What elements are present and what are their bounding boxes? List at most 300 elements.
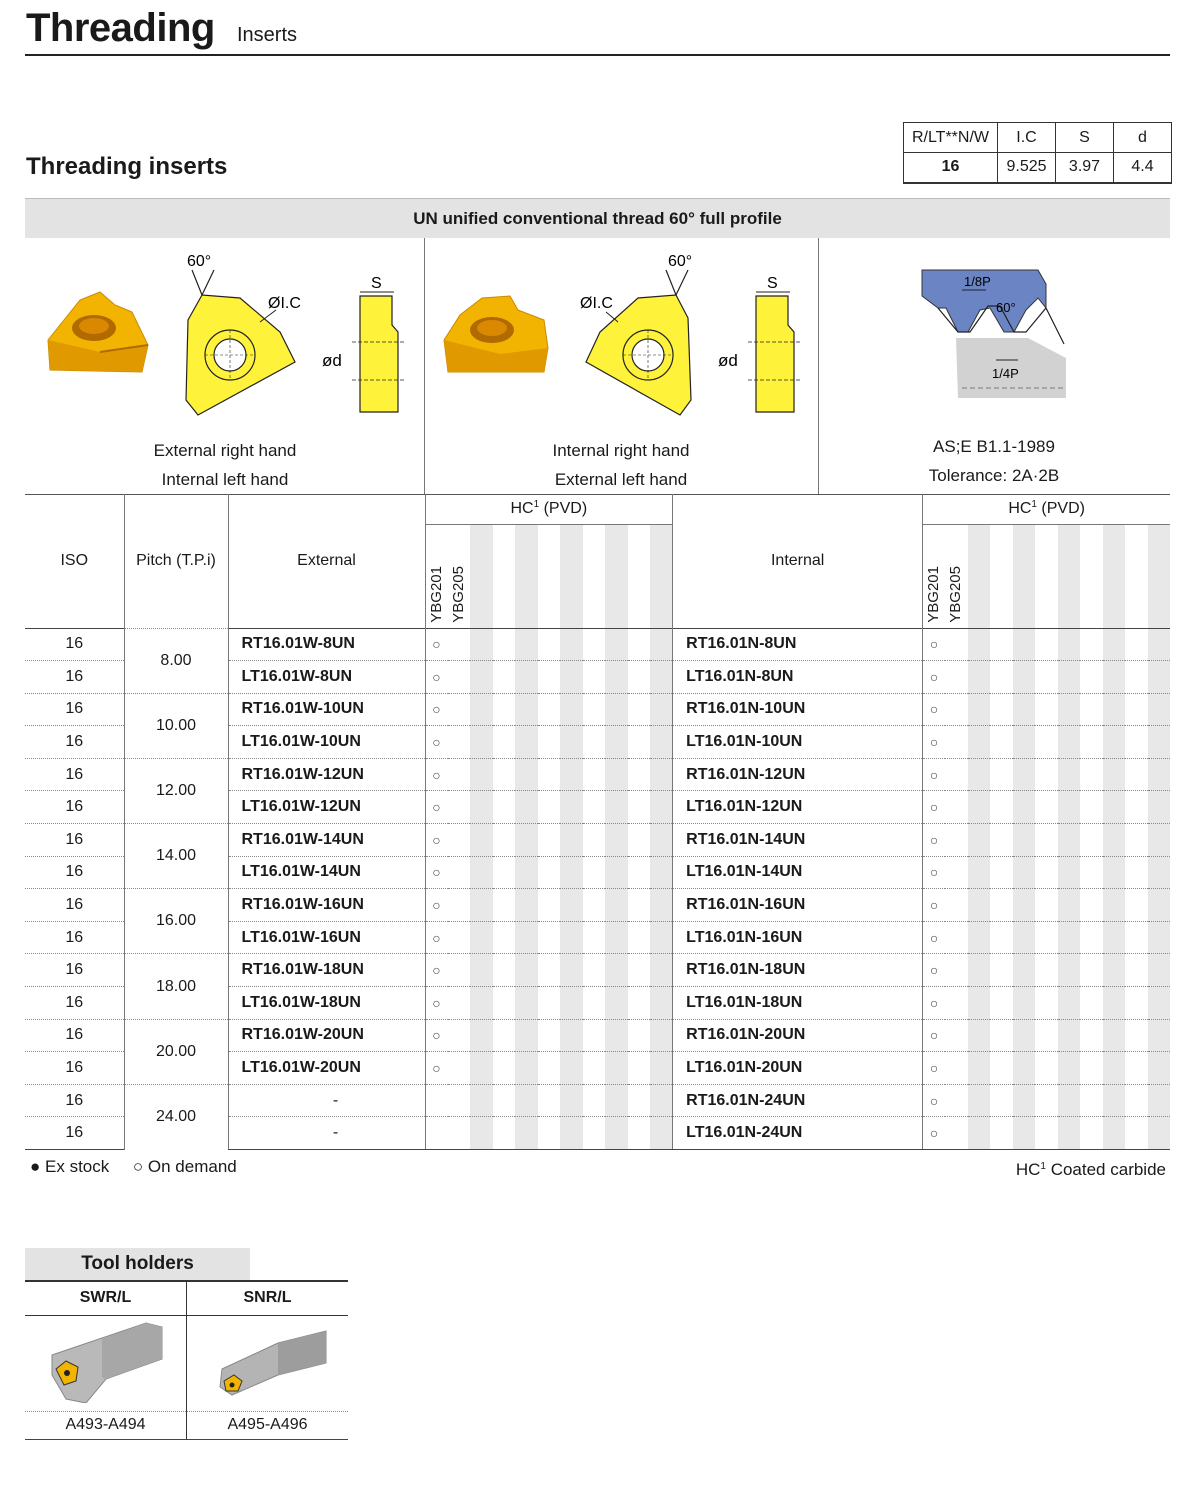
internal-grade-cell: [968, 758, 991, 791]
internal-grade-cell: [990, 824, 1013, 857]
internal-grade-cell: [1013, 1084, 1036, 1117]
external-grade-cell: [470, 954, 493, 987]
external-grade-cell: [628, 856, 651, 889]
internal-grade-cell: [968, 856, 991, 889]
internal-grade-cell: [945, 1117, 968, 1150]
external-grade-cell: [425, 726, 448, 759]
internal-grade-cell: [1058, 1019, 1081, 1052]
grade-column-header: [1058, 524, 1081, 628]
external-grade-cell: [583, 628, 606, 661]
hc-note: [1016, 1156, 1166, 1181]
external-grade-cell: [628, 824, 651, 857]
internal-code-cell: LT16.01N-10UN: [673, 726, 923, 759]
on-demand-icon: ○: [432, 636, 441, 653]
on-demand-label: On demand: [147, 1157, 237, 1176]
external-grade-cell: [560, 889, 583, 922]
external-grade-cell: [605, 889, 628, 922]
iso-cell: 16: [25, 987, 124, 1020]
grade-column-header: [470, 524, 493, 628]
grade-column-header: [945, 524, 968, 628]
external-grade-cell: [650, 628, 673, 661]
external-grade-cell: [560, 856, 583, 889]
internal-grade-cell: [923, 1117, 946, 1150]
internal-code-cell: LT16.01N-12UN: [673, 791, 923, 824]
internal-code-cell: LT16.01N-14UN: [673, 856, 923, 889]
external-grade-cell: [560, 1052, 583, 1085]
internal-grade-cell: [1058, 824, 1081, 857]
internal-grade-cell: [1080, 824, 1103, 857]
internal-grade-cell: [968, 628, 991, 661]
internal-grade-cell: [1103, 824, 1126, 857]
page-subtitle: Inserts: [237, 24, 298, 46]
angle-label: 60°: [668, 253, 693, 270]
internal-code-cell: RT16.01N-18UN: [673, 954, 923, 987]
external-grade-cell: [583, 661, 606, 694]
tool-holders-title: Tool holders: [25, 1248, 250, 1280]
on-demand-icon: ○: [432, 831, 441, 848]
internal-code-cell: LT16.01N-18UN: [673, 987, 923, 1020]
pitch-cell: 20.00: [124, 1019, 228, 1084]
external-grade-cell: [560, 693, 583, 726]
on-demand-icon: ○: [929, 1092, 939, 1109]
table-row: [25, 1019, 1170, 1052]
grade-column-header: [493, 524, 516, 628]
dim-header-ic: I.C: [998, 123, 1056, 153]
external-grade-cell: [583, 693, 606, 726]
internal-grade-cell: [923, 726, 946, 759]
s-label: S: [767, 275, 778, 292]
internal-code-cell: RT16.01N-12UN: [673, 758, 923, 791]
external-grade-cell: [605, 1084, 628, 1117]
internal-grade-cell: [1058, 889, 1081, 922]
internal-grade-cell: [923, 824, 946, 857]
col-external-header: External: [228, 494, 425, 628]
external-grade-cell: [628, 1052, 651, 1085]
internal-grade-cell: [968, 921, 991, 954]
external-grade-cell: [538, 856, 561, 889]
external-grade-cell: [583, 824, 606, 857]
holder-image-snr: [187, 1315, 349, 1411]
external-grade-cell: [448, 889, 471, 922]
internal-grade-cell: [1080, 856, 1103, 889]
internal-grade-cell: [990, 791, 1013, 824]
external-grade-cell: [583, 889, 606, 922]
internal-grade-cell: [1058, 726, 1081, 759]
external-code-cell: RT16.01W-14UN: [228, 824, 425, 857]
internal-grade-cell: [1035, 628, 1058, 661]
external-grade-cell: [650, 661, 673, 694]
iso-cell: 16: [25, 954, 124, 987]
internal-grade-cell: [1148, 628, 1171, 661]
internal-grade-cell: [990, 693, 1013, 726]
external-grade-cell: [493, 661, 516, 694]
external-grade-cell: [628, 987, 651, 1020]
hc-suffix: (PVD): [539, 500, 588, 518]
internal-grade-cell: [945, 856, 968, 889]
internal-grade-cell: [1080, 758, 1103, 791]
internal-insert-drawing: [576, 250, 701, 420]
on-demand-icon: ○: [929, 864, 939, 881]
grade-column-header: [1035, 524, 1058, 628]
internal-grade-cell: [1148, 856, 1171, 889]
external-grade-cell: [650, 921, 673, 954]
internal-grade-cell: [1035, 856, 1058, 889]
external-grade-cell: [470, 628, 493, 661]
internal-grade-cell: [968, 661, 991, 694]
on-demand-icon: ○: [432, 734, 441, 751]
internal-grade-cell: [945, 1084, 968, 1117]
on-demand-icon: ○: [432, 1060, 441, 1077]
grade-column-header: [650, 524, 673, 628]
external-grade-cell: [650, 758, 673, 791]
internal-grade-cell: [1148, 1052, 1171, 1085]
internal-grade-cell: [968, 824, 991, 857]
external-grade-cell: [470, 661, 493, 694]
internal-grade-cell: [945, 726, 968, 759]
external-grade-cell: [605, 987, 628, 1020]
internal-grade-cell: [945, 824, 968, 857]
iso-cell: 16: [25, 921, 124, 954]
internal-grade-cell: [968, 791, 991, 824]
internal-code-cell: RT16.01N-8UN: [673, 628, 923, 661]
internal-grade-cell: [945, 758, 968, 791]
internal-code-cell: RT16.01N-20UN: [673, 1019, 923, 1052]
internal-grade-cell: [1125, 726, 1148, 759]
internal-grade-cell: [1148, 1084, 1171, 1117]
external-grade-cell: [470, 889, 493, 922]
external-grade-cell: [493, 856, 516, 889]
thread-profile-banner: UN unified conventional thread 60° full profile: [25, 198, 1170, 238]
quarter-pitch-label: 1/4P: [992, 366, 1019, 381]
internal-grade-cell: [1035, 1019, 1058, 1052]
internal-grade-cell: [1080, 693, 1103, 726]
external-grade-cell: [493, 791, 516, 824]
external-grade-cell: [538, 758, 561, 791]
iso-cell: 16: [25, 824, 124, 857]
pitch-cell: 14.00: [124, 824, 228, 889]
external-grade-cell: [605, 1052, 628, 1085]
internal-grade-cell: [1035, 791, 1058, 824]
internal-code-cell: RT16.01N-14UN: [673, 824, 923, 857]
internal-grade-cell: [1013, 726, 1036, 759]
internal-grade-cell: [1103, 987, 1126, 1020]
external-grade-cell: [470, 791, 493, 824]
internal-grade-cell: [968, 1084, 991, 1117]
grade-column-header: [448, 524, 471, 628]
angle-label: 60°: [996, 300, 1016, 315]
on-demand-icon: ○: [432, 766, 441, 783]
external-grade-cell: [628, 1019, 651, 1052]
internal-grade-cell: [923, 889, 946, 922]
external-grade-cell: [605, 726, 628, 759]
internal-grade-cell: [990, 661, 1013, 694]
holder-pages-snr: A495-A496: [187, 1411, 349, 1439]
external-grade-cell: [448, 1052, 471, 1085]
on-demand-icon: ○: [432, 701, 441, 718]
grade-column-header: [425, 524, 448, 628]
external-grade-cell: [493, 726, 516, 759]
internal-grade-cell: [1013, 1052, 1036, 1085]
internal-grade-cell: [1058, 758, 1081, 791]
grade-label: YBG205: [449, 565, 467, 623]
internal-grade-cell: [1013, 758, 1036, 791]
on-demand-icon: ○: [432, 897, 441, 914]
swr-holder-icon: [46, 1319, 166, 1403]
external-code-cell: RT16.01W-12UN: [228, 758, 425, 791]
internal-grade-cell: [1103, 954, 1126, 987]
internal-grade-cell: [1148, 1117, 1171, 1150]
external-grade-cell: [470, 1052, 493, 1085]
external-grade-cell: [425, 824, 448, 857]
ex-stock-mark: ●: [30, 1157, 41, 1176]
middle-caption-line1: Internal right hand: [552, 441, 690, 460]
internal-grade-cell: [990, 856, 1013, 889]
external-grade-cell: [605, 824, 628, 857]
internal-grade-cell: [1103, 889, 1126, 922]
iso-cell: 16: [25, 628, 124, 661]
external-grade-cell: [538, 661, 561, 694]
external-grade-cell: [470, 693, 493, 726]
dim-header-d: d: [1114, 123, 1172, 153]
internal-grade-cell: [1125, 987, 1148, 1020]
hc-note-sup: 1: [1040, 1161, 1046, 1172]
external-grade-cell: [470, 758, 493, 791]
external-insert-photo: [40, 290, 150, 380]
external-grade-cell: [425, 693, 448, 726]
left-caption-line2: Internal left hand: [161, 470, 289, 489]
pitch-cell: 12.00: [124, 758, 228, 823]
external-grade-cell: [515, 693, 538, 726]
hc-label: HC: [1008, 500, 1032, 518]
dim-value-type: 16: [904, 153, 998, 183]
external-grade-cell: [538, 726, 561, 759]
external-grade-cell: [650, 1084, 673, 1117]
d-label: ød: [718, 351, 738, 370]
external-grade-cell: [650, 726, 673, 759]
external-grade-cell: [470, 856, 493, 889]
grade-column-header: [1103, 524, 1126, 628]
external-grade-cell: [515, 954, 538, 987]
external-insert-drawing: [180, 250, 305, 420]
external-grade-cell: [605, 758, 628, 791]
snr-holder-icon: [208, 1319, 328, 1403]
internal-grade-cell: [1058, 1084, 1081, 1117]
external-grade-cell: [560, 1084, 583, 1117]
internal-grade-cell: [1013, 954, 1036, 987]
external-grade-cell: [515, 661, 538, 694]
grade-column-header: [560, 524, 583, 628]
dim-value-s: 3.97: [1056, 153, 1114, 183]
internal-grade-cell: [1103, 921, 1126, 954]
external-grade-cell: [538, 628, 561, 661]
iso-cell: 16: [25, 661, 124, 694]
external-grade-cell: [560, 824, 583, 857]
internal-grade-cell: [968, 726, 991, 759]
stock-legend: [30, 1156, 237, 1178]
on-demand-icon: ○: [929, 994, 939, 1011]
internal-insert-side-view: [716, 270, 806, 420]
external-grade-cell: [538, 921, 561, 954]
internal-grade-cell: [1080, 1084, 1103, 1117]
internal-grade-cell: [923, 921, 946, 954]
grade-label: YBG205: [947, 565, 965, 623]
iso-cell: 16: [25, 1019, 124, 1052]
tool-holders-table: [25, 1280, 348, 1440]
grade-column-header: [923, 524, 946, 628]
pitch-cell: 8.00: [124, 628, 228, 693]
internal-code-cell: LT16.01N-16UN: [673, 921, 923, 954]
external-grade-cell: [425, 1117, 448, 1150]
internal-grade-cell: [1125, 856, 1148, 889]
on-demand-icon: ○: [432, 668, 441, 685]
internal-grade-cell: [1080, 954, 1103, 987]
s-label: S: [371, 275, 382, 292]
external-grade-cell: [470, 921, 493, 954]
internal-grade-cell: [1125, 791, 1148, 824]
external-grade-cell: [628, 889, 651, 922]
internal-grade-cell: [1035, 1052, 1058, 1085]
external-grade-cell: [650, 987, 673, 1020]
external-code-cell: RT16.01W-10UN: [228, 693, 425, 726]
hc-note-prefix: HC: [1015, 1160, 1041, 1179]
external-grade-cell: [583, 1019, 606, 1052]
internal-grade-cell: [1035, 1084, 1058, 1117]
holder-pages-swr: A493-A494: [25, 1411, 187, 1439]
internal-grade-cell: [990, 1117, 1013, 1150]
external-grade-cell: [515, 726, 538, 759]
external-grade-cell: [538, 954, 561, 987]
external-grade-cell: [470, 1117, 493, 1150]
internal-grade-cell: [945, 1019, 968, 1052]
external-grade-cell: [448, 758, 471, 791]
ic-label: ØI.C: [580, 295, 613, 312]
internal-grade-cell: [1103, 856, 1126, 889]
grade-column-header: [628, 524, 651, 628]
external-grade-cell: [605, 628, 628, 661]
internal-grade-cell: [990, 954, 1013, 987]
internal-grade-cell: [1148, 954, 1171, 987]
pitch-cell: 10.00: [124, 693, 228, 758]
internal-grade-cell: [1148, 1019, 1171, 1052]
grade-column-header: [515, 524, 538, 628]
external-grade-cell: [493, 758, 516, 791]
external-grade-cell: [515, 1084, 538, 1117]
internal-grade-cell: [990, 1052, 1013, 1085]
external-grade-cell: [448, 1019, 471, 1052]
internal-grade-cell: [1035, 758, 1058, 791]
internal-grade-cell: [1148, 726, 1171, 759]
external-grade-cell: [448, 954, 471, 987]
internal-grade-cell: [945, 954, 968, 987]
grade-column-header: [1013, 524, 1036, 628]
external-grade-cell: [650, 824, 673, 857]
external-grade-cell: [560, 661, 583, 694]
external-code-cell: RT16.01W-20UN: [228, 1019, 425, 1052]
internal-grade-cell: [1080, 987, 1103, 1020]
on-demand-icon: ○: [929, 929, 939, 946]
external-grade-cell: [560, 921, 583, 954]
internal-grade-cell: [1035, 954, 1058, 987]
on-demand-icon: ○: [929, 962, 939, 979]
iso-cell: 16: [25, 758, 124, 791]
on-demand-icon: ○: [929, 1060, 939, 1077]
internal-code-cell: LT16.01N-8UN: [673, 661, 923, 694]
internal-code-cell: RT16.01N-16UN: [673, 889, 923, 922]
pitch-cell: 18.00: [124, 954, 228, 1019]
internal-grade-cell: [1125, 921, 1148, 954]
on-demand-icon: ○: [929, 701, 939, 718]
external-grade-cell: [425, 1052, 448, 1085]
internal-grade-cell: [968, 889, 991, 922]
internal-grade-cell: [1125, 1019, 1148, 1052]
iso-cell: 16: [25, 726, 124, 759]
external-grade-cell: [448, 921, 471, 954]
external-grade-cell: [448, 1084, 471, 1117]
d-label: ød: [322, 351, 342, 370]
external-grade-cell: [628, 1084, 651, 1117]
external-grade-cell: [515, 921, 538, 954]
external-grade-cell: [538, 1084, 561, 1117]
external-grade-cell: [605, 791, 628, 824]
external-code-cell: LT16.01W-10UN: [228, 726, 425, 759]
external-grade-cell: [493, 921, 516, 954]
internal-grade-cell: [923, 1052, 946, 1085]
internal-grade-cell: [1125, 693, 1148, 726]
external-insert-side-view: [320, 270, 410, 420]
on-demand-icon: ○: [929, 799, 939, 816]
external-grade-cell: [425, 856, 448, 889]
internal-grade-cell: [1148, 824, 1171, 857]
internal-grade-cell: [1013, 661, 1036, 694]
hc-note-suffix: Coated carbide: [1045, 1160, 1166, 1179]
table-row: [25, 824, 1170, 857]
external-code-cell: -: [228, 1117, 425, 1150]
external-grade-cell: [628, 1117, 651, 1150]
internal-grade-cell: [945, 1052, 968, 1085]
external-grade-cell: [560, 791, 583, 824]
internal-grade-cell: [1035, 921, 1058, 954]
internal-grade-cell: [1058, 954, 1081, 987]
external-grade-cell: [515, 758, 538, 791]
internal-grade-cell: [990, 758, 1013, 791]
internal-grade-cell: [1080, 889, 1103, 922]
external-grade-cell: [470, 1019, 493, 1052]
internal-grade-cell: [1148, 889, 1171, 922]
external-grade-cell: [605, 693, 628, 726]
internal-grade-cell: [945, 921, 968, 954]
on-demand-mark: ○: [132, 1157, 144, 1176]
external-grade-cell: [650, 856, 673, 889]
external-grade-cell: [425, 889, 448, 922]
external-grade-cell: [515, 1052, 538, 1085]
external-grade-cell: [538, 1052, 561, 1085]
internal-grade-cell: [1080, 1117, 1103, 1150]
external-grade-cell: [538, 1019, 561, 1052]
external-grade-cell: [493, 1019, 516, 1052]
internal-grade-cell: [923, 1084, 946, 1117]
internal-grade-cell: [1103, 628, 1126, 661]
on-demand-icon: ○: [432, 929, 441, 946]
external-grade-cell: [470, 1084, 493, 1117]
external-code-cell: -: [228, 1084, 425, 1117]
iso-cell: 16: [25, 1052, 124, 1085]
external-grade-cell: [515, 987, 538, 1020]
grade-column-header: [990, 524, 1013, 628]
internal-grade-cell: [923, 661, 946, 694]
external-grade-cell: [560, 628, 583, 661]
external-grade-cell: [448, 856, 471, 889]
internal-grade-cell: [990, 987, 1013, 1020]
